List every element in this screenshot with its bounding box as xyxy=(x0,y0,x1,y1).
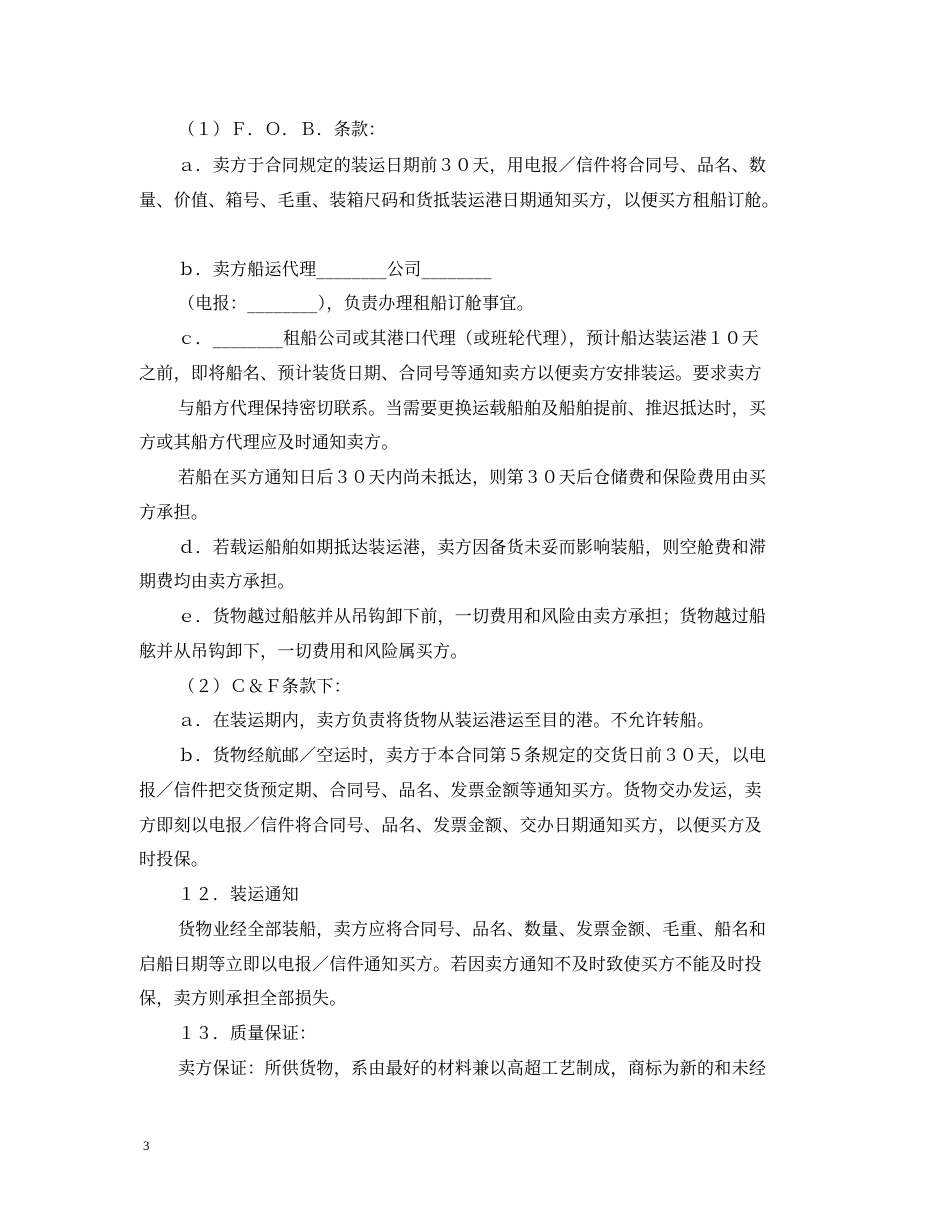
text-line: ａ．卖方于合同规定的装运日期前３０天，用电报／信件将合同号、品名、数 xyxy=(178,156,767,176)
text-line: 若船在买方通知日后３０天内尚未抵达，则第３０天后仓储费和保险费用由买 xyxy=(178,468,767,488)
text-line: ｂ．货物经航邮／空运时，卖方于本合同第５条规定的交货日前３０天，以电 xyxy=(178,746,767,766)
text-line: 卖方保证：所供货物，系由最好的材料兼以高超工艺制成，商标为新的和未经 xyxy=(178,1059,767,1079)
text-line: （２）Ｃ＆Ｆ条款下： xyxy=(178,677,351,697)
text-line: （电报：________），负责办理租船订舱事宜。 xyxy=(178,294,534,314)
text-line: （１）Ｆ．Ｏ．Ｂ．条款： xyxy=(178,120,386,140)
text-line: 舷并从吊钩卸下，一切费用和风险属买方。 xyxy=(139,642,468,662)
text-line: 期费均由卖方承担。 xyxy=(139,572,295,592)
text-line: ｄ．若载运船舶如期抵达装运港，卖方因备货未妥而影响装船，则空舱费和滞 xyxy=(178,538,767,558)
text-line: 启船日期等立即以电报／信件通知买方。若因卖方通知不及时致使买方不能及时投 xyxy=(139,955,762,975)
text-line: 货物业经全部装船，卖方应将合同号、品名、数量、发票金额、毛重、船名和 xyxy=(178,920,767,940)
text-line: ｃ．________租船公司或其港口代理（或班轮代理），预计船达装运港１０天 xyxy=(178,329,759,349)
text-line: 方即刻以电报／信件将合同号、品名、发票金额、交办日期通知买方，以便买方及 xyxy=(139,816,762,836)
text-line: 时投保。 xyxy=(139,850,209,870)
text-line: １２．装运通知 xyxy=(178,885,300,905)
text-line: 与船方代理保持密切联系。当需要更换运载船舶及船舶提前、推迟抵达时，买 xyxy=(178,399,767,419)
text-line: ａ．在装运期内，卖方负责将货物从装运港运至目的港。不允许转船。 xyxy=(178,711,715,731)
text-line: 量、价值、箱号、毛重、装箱尺码和货抵装运港日期通知买方，以便买方租船订舱。 xyxy=(139,191,780,211)
text-line: 之前，即将船名、预计装货日期、合同号等通知卖方以便卖方安排装运。要求卖方 xyxy=(139,364,762,384)
text-line: ｅ．货物越过船舷并从吊钩卸下前，一切费用和风险由卖方承担；货物越过船 xyxy=(178,607,767,627)
page-number: 3 xyxy=(143,1138,150,1153)
text-line: １３．质量保证： xyxy=(178,1024,317,1044)
text-line: 报／信件把交货预定期、合同号、品名、发票金额等通知买方。货物交办发运，卖 xyxy=(139,781,762,801)
text-line: 方承担。 xyxy=(139,503,209,523)
text-line: ｂ．卖方船运代理________公司________ xyxy=(178,260,492,280)
text-line: 方或其船方代理应及时通知卖方。 xyxy=(139,433,399,453)
text-line: 保，卖方则承担全部损失。 xyxy=(139,989,347,1009)
